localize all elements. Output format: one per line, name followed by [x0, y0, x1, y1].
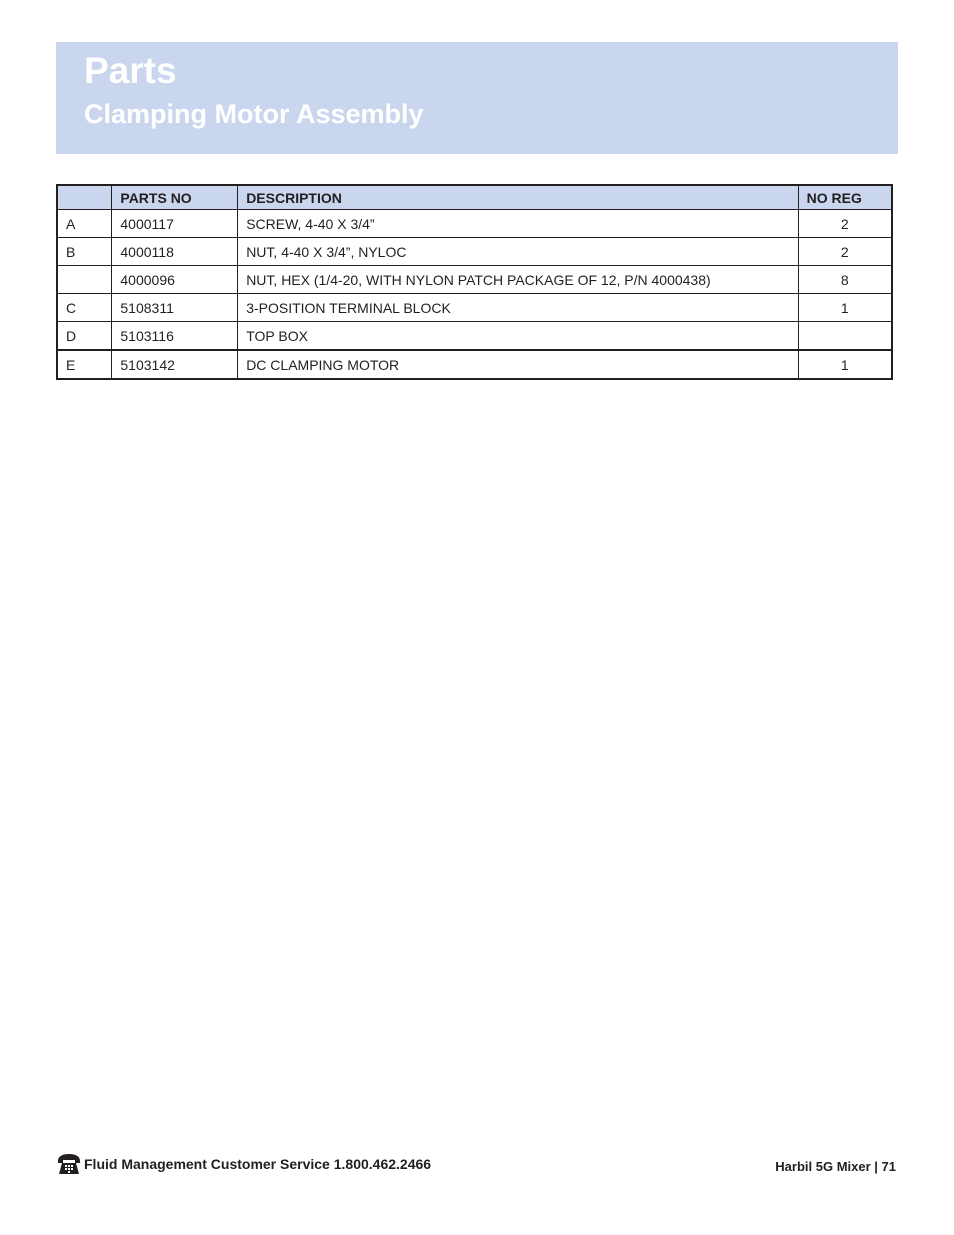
table-row: [57, 350, 892, 379]
row-part-no: 5108311: [112, 294, 238, 322]
row-qty: 2: [798, 210, 892, 238]
row-description: SCREW, 4-40 X 3/4”: [238, 210, 798, 238]
column-header-parts-no: PARTS NO: [112, 185, 238, 210]
page-footer-label: Harbil 5G Mixer | 71: [775, 1159, 896, 1174]
row-letter: B: [57, 238, 112, 266]
table-header-row: [57, 185, 892, 210]
row-description: NUT, HEX (1/4-20, WITH NYLON PATCH PACKAGE OF 12, P/N 4000438): [238, 266, 798, 294]
row-qty: 8: [798, 266, 892, 294]
column-header-no-reg: NO REG: [798, 185, 892, 210]
row-description: TOP BOX: [238, 322, 798, 351]
table-row: [57, 294, 892, 322]
row-description: DC CLAMPING MOTOR: [238, 350, 798, 379]
page-subtitle: Clamping Motor Assembly: [84, 99, 424, 129]
column-header-letter: [57, 185, 112, 210]
column-header-description: DESCRIPTION: [238, 185, 798, 210]
row-qty: 1: [798, 294, 892, 322]
footer-customer-service: [56, 1152, 431, 1176]
telephone-icon: [56, 1152, 82, 1176]
row-part-no: 4000096: [112, 266, 238, 294]
table-row: [57, 238, 892, 266]
row-letter: E: [57, 350, 112, 379]
row-description: NUT, 4-40 X 3/4”, NYLOC: [238, 238, 798, 266]
row-part-no: 4000118: [112, 238, 238, 266]
page-header-banner: [56, 42, 898, 154]
page-title: Parts: [84, 50, 177, 91]
table-row: [57, 322, 892, 351]
table-row: [57, 266, 892, 294]
row-part-no: 5103116: [112, 322, 238, 351]
row-qty: 2: [798, 238, 892, 266]
parts-table: [56, 184, 893, 380]
table-row: [57, 210, 892, 238]
row-letter: A: [57, 210, 112, 238]
row-qty: 1: [798, 350, 892, 379]
row-letter: [57, 266, 112, 294]
row-letter: D: [57, 322, 112, 351]
row-part-no: 4000117: [112, 210, 238, 238]
row-part-no: 5103142: [112, 350, 238, 379]
customer-service-text: Fluid Management Customer Service 1.800.462.2466: [84, 1156, 432, 1172]
row-letter: C: [57, 294, 112, 322]
row-qty: [798, 322, 892, 351]
row-description: 3-POSITION TERMINAL BLOCK: [238, 294, 798, 322]
